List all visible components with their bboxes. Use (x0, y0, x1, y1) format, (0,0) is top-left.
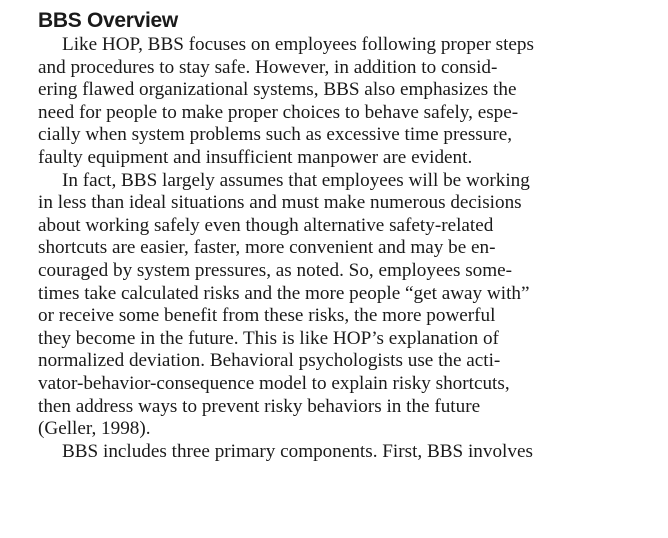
text-line: ering flawed organizational systems, BBS also emphasizes the (38, 79, 517, 101)
text-line: In fact, BBS largely assumes that employees will be working (62, 169, 530, 191)
text-line: shortcuts are easier, faster, more convenient and may be en- (38, 237, 496, 259)
text-line: couraged by system pressures, as noted. So, employees some- (38, 259, 513, 281)
paragraph-3 (38, 441, 668, 464)
paragraph-1 (38, 34, 668, 170)
paragraph-2 (38, 170, 668, 441)
text-line: (Geller, 1998). (38, 418, 151, 440)
text-line: they become in the future. This is like HOP’s explanation of (38, 327, 499, 349)
text-line: vator-behavior-consequence model to explain risky shortcuts, (38, 372, 510, 394)
text-line: need for people to make proper choices to behave safely, espe- (38, 101, 519, 123)
text-line: normalized deviation. Behavioral psychologists use the acti- (38, 350, 501, 372)
text-line: and procedures to stay safe. However, in addition to consid- (38, 56, 498, 78)
text-line: or receive some benefit from these risks, the more powerful (38, 305, 496, 327)
text-line: BBS includes three primary components. First, BBS involves (62, 440, 533, 462)
text-line: then address ways to prevent risky behaviors in the future (38, 395, 481, 417)
article (38, 8, 668, 463)
text-line: faulty equipment and insufficient manpower are evident. (38, 146, 473, 168)
text-line: times take calculated risks and the more people “get away with” (38, 282, 530, 304)
text-line: about working safely even though alternative safety-related (38, 214, 494, 236)
section-heading: BBS Overview (38, 9, 178, 32)
text-line: Like HOP, BBS focuses on employees following proper steps (62, 34, 534, 55)
text-line: cially when system problems such as excessive time pressure, (38, 124, 512, 146)
text-line: in less than ideal situations and must make numerous decisions (38, 192, 522, 214)
